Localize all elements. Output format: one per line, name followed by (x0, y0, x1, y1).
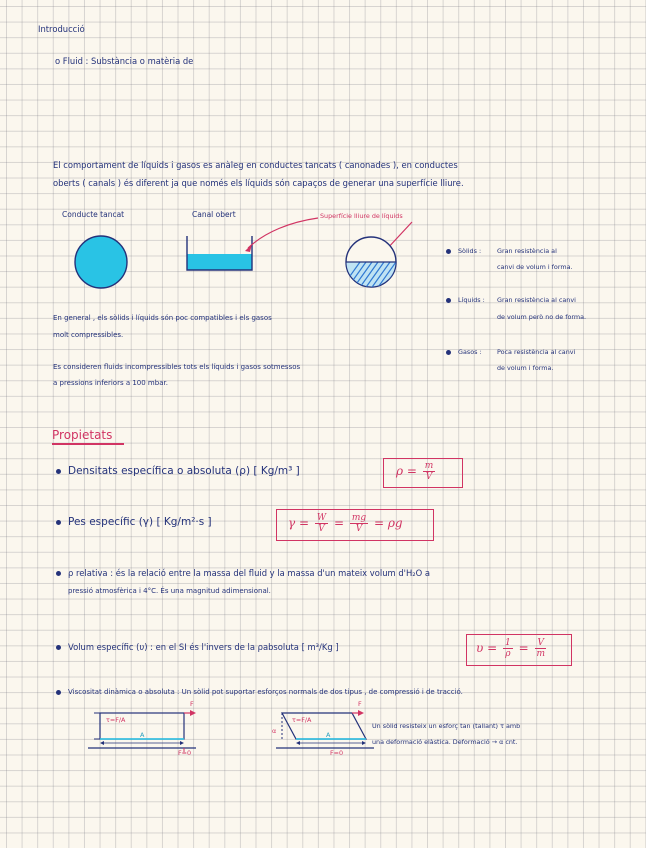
section-title: Propietats (52, 428, 113, 442)
force-label: F (190, 700, 194, 708)
relative-density-property: ρ relativa : és la relació entre la massa del fluid y la massa d'un mateix volum d'H₂O a (56, 568, 430, 579)
volume-formula: υ = $\frac{1}{\rho}$ = $\frac{V}{m}$ (476, 638, 545, 659)
paragraph-line: En general , els sòlids i líquids són poc compatibles i els gasos (53, 314, 272, 322)
state-gas-desc: de volum i forma. (497, 364, 554, 372)
page-title: Introducció (38, 24, 85, 34)
density-formula: ρ = $\frac{m}{V}$ (396, 461, 434, 482)
paragraph-line: oberts ( canals ) és diferent ja que només els líquids són capaços de generar una superfície lliure. (53, 178, 464, 188)
shear-stress-label: τ=F/A (292, 716, 312, 724)
angle-label: α (272, 727, 277, 735)
viscosity-note: una deformació elàstica. Deformació → α cnt. (372, 738, 518, 746)
reaction-label: F=0 (330, 749, 344, 757)
state-solid: Sòlids : (446, 247, 481, 256)
relative-density-line2: pressió atmosfèrica i 4°C. És una magnitud adimensional. (68, 587, 271, 595)
state-solid-desc: Gran resistència al (497, 247, 557, 255)
state-liquid-desc: de volum però no de forma. (497, 313, 587, 321)
paragraph-line: a pressions inferiors a 100 mbar. (53, 379, 168, 387)
open-channel-label: Canal obert (192, 210, 236, 219)
viscosity-note: Un sòlid resisteix un esforç tan (tallant) τ amb (372, 722, 521, 730)
fluid-definition: o Fluid : Substància o matèria de (55, 56, 194, 66)
weight-formula: γ = $\frac{W}{V}$ = $\frac{mg}{V}$ = ρg (288, 513, 403, 534)
state-liquid-desc: Gran resistència al canvi (497, 296, 576, 304)
paragraph-line: Es consideren fluids incompressibles tots els líquids i gasos sotmessos (53, 363, 301, 371)
area-label: A (326, 731, 331, 739)
free-surface-label: Superfície lliure de líquids (320, 212, 403, 220)
viscosity-property: Viscositat dinàmica o absoluta : Un sòlid pot suportar esforços normals de dos tipus , de compressió i de tracció. (56, 688, 463, 697)
specific-volume-property: Volum específic (υ) : en el SI és l'invers de la ρabsoluta [ m³/Kg ] (56, 642, 339, 653)
force-label: F (358, 700, 362, 708)
area-label: A (140, 731, 145, 739)
density-property: Densitats específica o absoluta (ρ) [ Kg/m³ ] (56, 466, 300, 477)
state-solid-desc: canvi de volum i forma. (497, 263, 573, 271)
paragraph-line: molt compressibles. (53, 331, 124, 339)
reaction-label: F=0 (178, 749, 192, 757)
state-liquid: Líquids : (446, 296, 485, 305)
specific-weight-property: Pes específic (γ) [ Kg/m²·s ] (56, 517, 212, 528)
shear-stress-label: τ=F/A (106, 716, 126, 724)
state-gas-desc: Poca resistència al canvi (497, 348, 576, 356)
paragraph-line: El comportament de líquids i gasos es anàleg en conductes tancats ( canonades ), en conductes (53, 160, 458, 170)
state-gas: Gasos : (446, 348, 482, 357)
closed-conduit-label: Conducte tancat (62, 210, 125, 219)
